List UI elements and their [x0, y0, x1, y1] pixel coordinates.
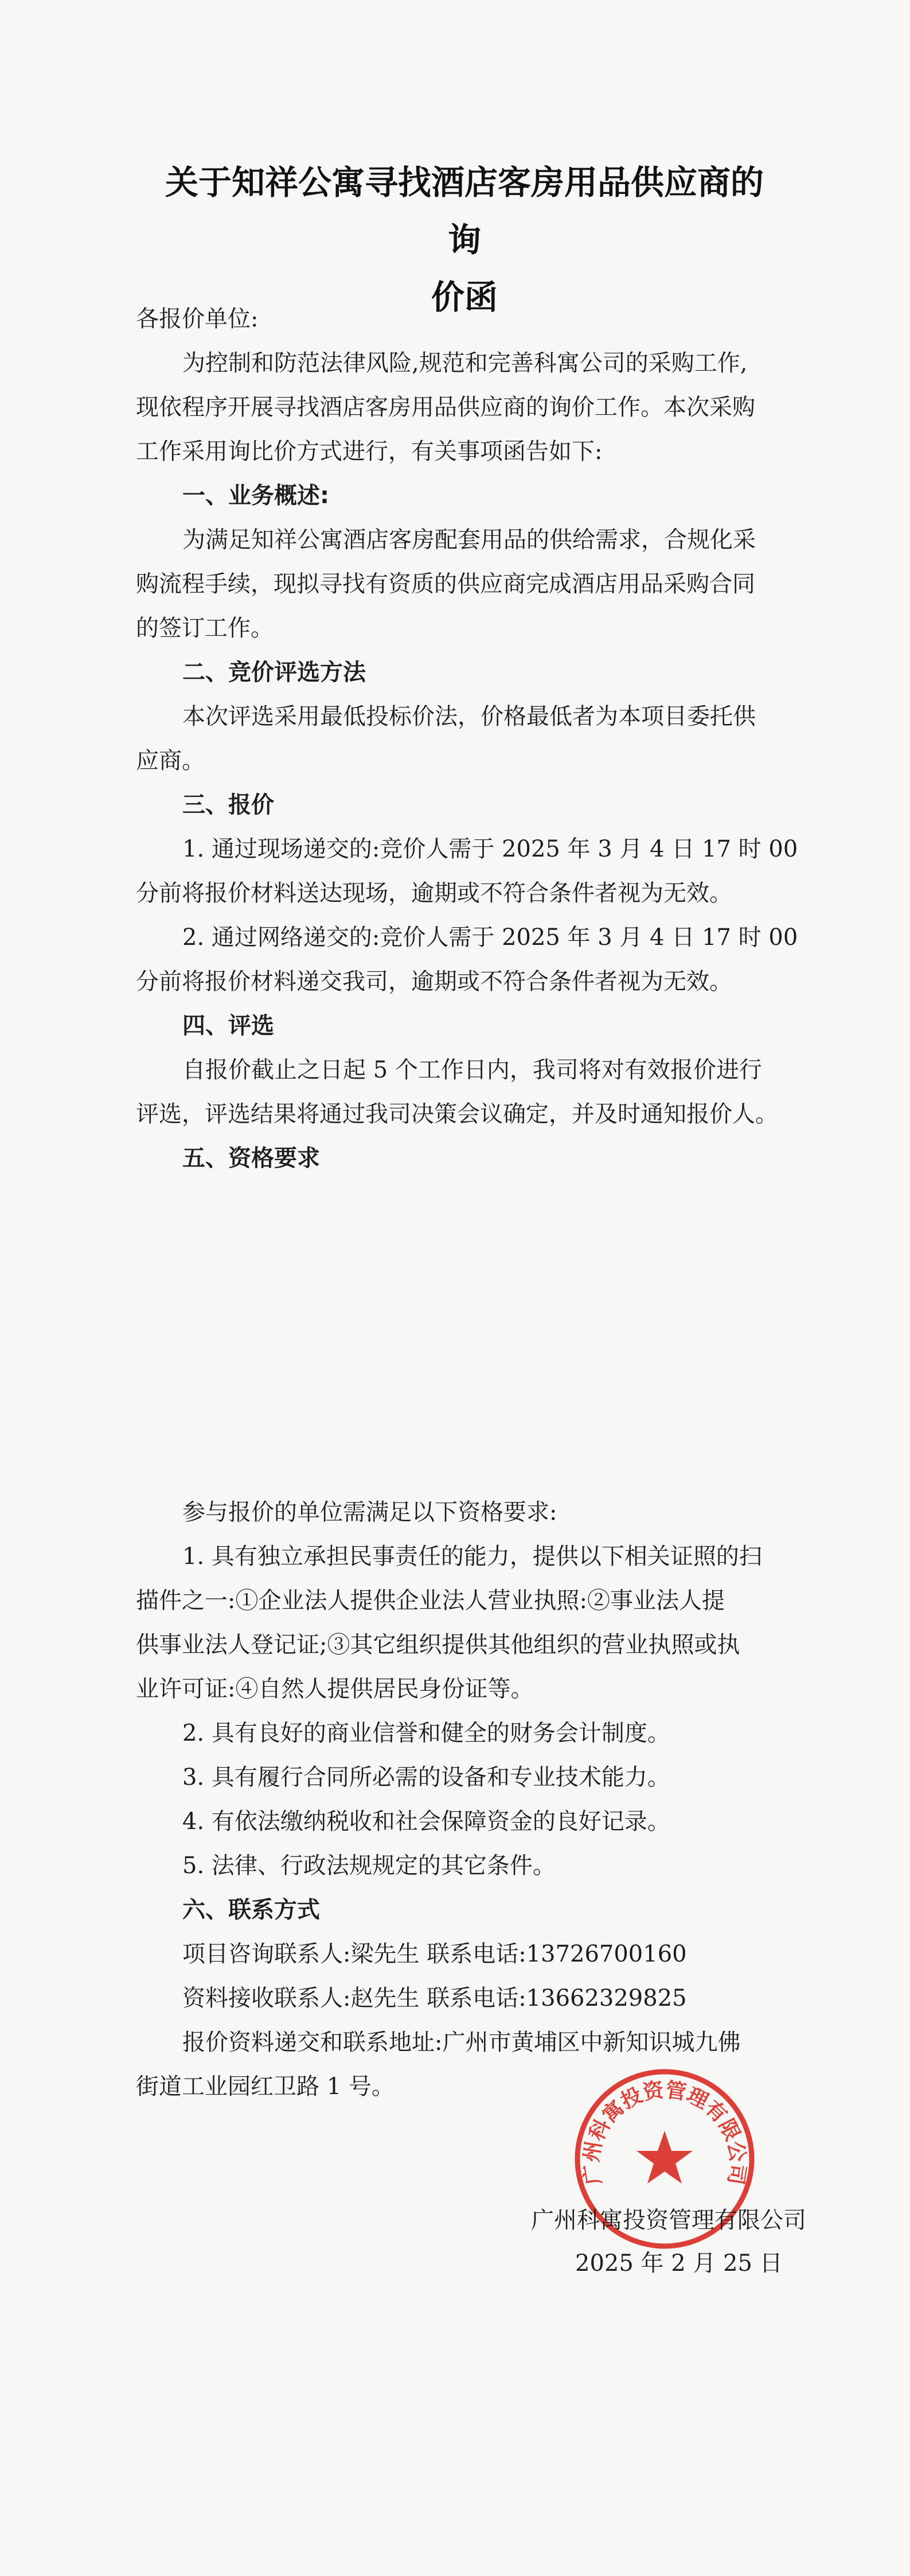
section-2-line: 应商。 — [136, 748, 205, 774]
seal-text-path: 广州科寓投资管理有限公司 — [579, 2078, 750, 2186]
section-5-heading: 五、资格要求 — [182, 1145, 320, 1172]
section-3-heading: 三、报价 — [182, 792, 274, 818]
contact-line: 街道工业园红卫路 1 号。 — [136, 2073, 395, 2100]
intro-line: 为控制和防范法律风险,规范和完善科寓公司的采购工作, — [182, 350, 748, 376]
section-3-line: 分前将报价材料递交我司，逾期或不符合条件者视为无效。 — [136, 968, 732, 995]
section-5-line: 4. 有依法缴纳税收和社会保障资金的良好记录。 — [182, 1808, 670, 1835]
section-2-heading: 二、竞价评选方法 — [182, 659, 366, 686]
contact-line: 报价资料递交和联系地址:广州市黄埔区中新知识城九佛 — [182, 2029, 741, 2056]
seal-star — [636, 2131, 693, 2184]
document-title — [155, 154, 774, 326]
section-5-line: 2. 具有良好的商业信誉和健全的财务会计制度。 — [182, 1720, 670, 1746]
section-3-line: 2. 通过网络递交的:竞价人需于 2025 年 3 月 4 日 17 时 00 — [182, 924, 798, 951]
contact-line: 项目咨询联系人:梁先生 联系电话:13726700160 — [182, 1941, 687, 1967]
title-line-1: 关于知祥公寓寻找酒店客房用品供应商的询 — [165, 163, 764, 259]
section-2-line: 本次评选采用最低投标价法，价格最低者为本项目委托供 — [182, 703, 756, 730]
section-5-line: 业许可证:④自然人提供居民身份证等。 — [136, 1676, 534, 1702]
section-3-line: 分前将报价材料送达现场，逾期或不符合条件者视为无效。 — [136, 880, 732, 906]
contact-line: 资料接收联系人:赵先生 联系电话:13662329825 — [182, 1985, 687, 2011]
section-5-line: 3. 具有履行合同所必需的设备和专业技术能力。 — [182, 1764, 670, 1791]
title-line-2: 价函 — [431, 278, 498, 317]
intro-line: 工作采用询比价方式进行，有关事项函告如下: — [136, 438, 603, 465]
section-5-line: 5. 法律、行政法规规定的其它条件。 — [182, 1853, 556, 1879]
section-5-line: 描件之一:①企业法人提供企业法人营业执照:②事业法人提 — [136, 1587, 725, 1614]
intro-line: 现依程序开展寻找酒店客房用品供应商的询价工作。本次采购 — [136, 394, 755, 421]
section-3-line: 1. 通过现场递交的:竞价人需于 2025 年 3 月 4 日 17 时 00 — [182, 836, 798, 862]
section-4-line: 自报价截止之日起 5 个工作日内，我司将对有效报价进行 — [182, 1057, 762, 1083]
section-4-line: 评选，评选结果将通过我司决策会议确定，并及时通知报价人。 — [136, 1101, 778, 1127]
signature-company: 广州科寓投资管理有限公司 — [531, 2207, 806, 2233]
section-4-heading: 四、评选 — [182, 1013, 274, 1039]
section-5-line: 1. 具有独立承担民事责任的能力，提供以下相关证照的扫 — [182, 1543, 762, 1570]
salutation: 各报价单位: — [136, 306, 259, 332]
section-1-line: 为满足知祥公寓酒店客房配套用品的供给需求，合规化采 — [182, 527, 756, 553]
signature-date: 2025 年 2 月 25 日 — [575, 2250, 783, 2277]
section-1-heading: 一、业务概述: — [182, 482, 329, 509]
section-1-line: 购流程手续，现拟寻找有资质的供应商完成酒店用品采购合同 — [136, 571, 755, 597]
section-5-line: 供事业法人登记证;③其它组织提供其他组织的营业执照或执 — [136, 1632, 740, 1658]
section-5-line: 参与报价的单位需满足以下资格要求: — [182, 1499, 557, 1526]
section-6-heading: 六、联系方式 — [182, 1897, 320, 1923]
section-1-line: 的签订工作。 — [136, 615, 274, 641]
